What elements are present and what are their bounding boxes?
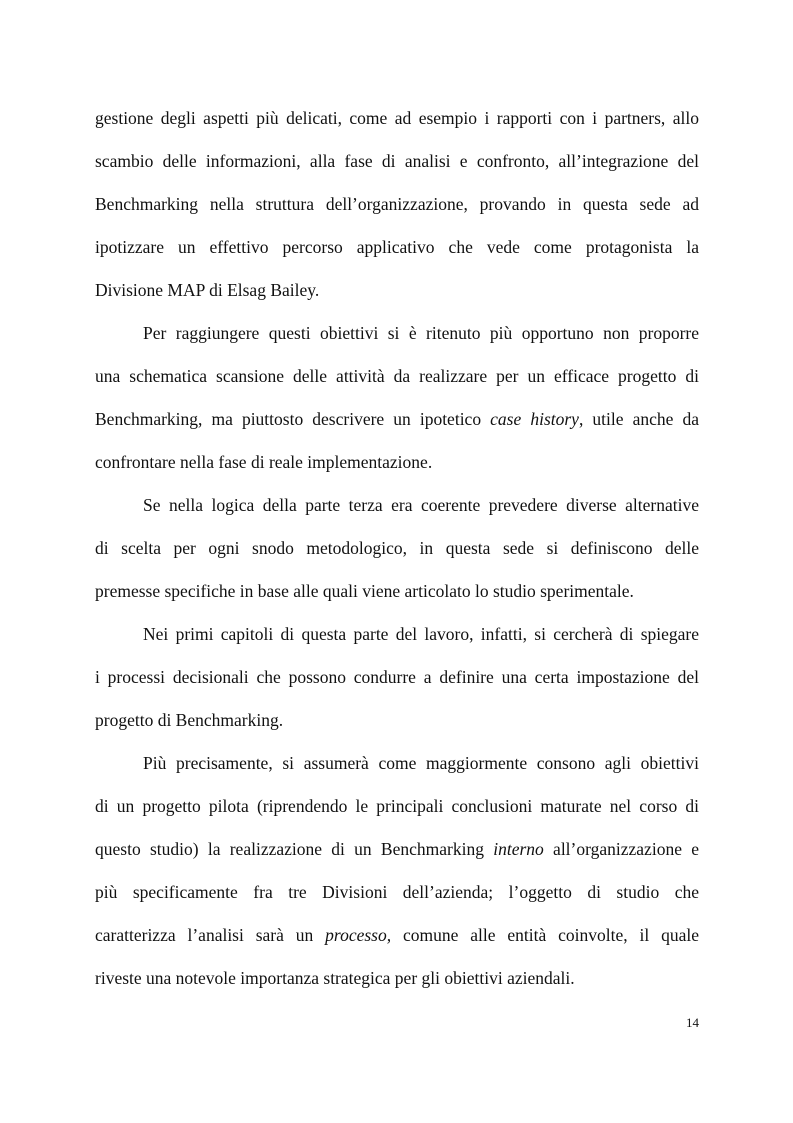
text-line: riveste una notevole importanza strategica per gli obiettivi aziendali. xyxy=(95,968,575,988)
text-line: Benchmarking nella struttura dell’organizzazione, provando in questa sede ad xyxy=(95,194,699,214)
text-line: ipotizzare un effettivo percorso applicativo che vede come protagonista la xyxy=(95,237,699,257)
italic-term: processo, xyxy=(325,925,392,945)
text-line: confrontare nella fase di reale implementazione. xyxy=(95,452,433,472)
text-line: di un progetto pilota (riprendendo le principali conclusioni maturate nel corso di xyxy=(95,796,699,816)
text-line: Più precisamente, si assumerà come maggiormente consono agli obiettivi xyxy=(143,753,699,773)
text-line: di scelta per ogni snodo metodologico, in questa sede si definiscono delle xyxy=(95,538,699,558)
text-line: scambio delle informazioni, alla fase di analisi e confronto, all’integrazione del xyxy=(95,151,699,171)
text-line: Nei primi capitoli di questa parte del lavoro, infatti, si cercherà di spiegare xyxy=(143,624,699,644)
text-line: gestione degli aspetti più delicati, come ad esempio i rapporti con i partners, allo xyxy=(95,108,699,128)
text-line: premesse specifiche in base alle quali viene articolato lo studio sperimentale. xyxy=(95,581,634,601)
italic-term: case history xyxy=(490,409,579,429)
text-line: Divisione MAP di Elsag Bailey. xyxy=(95,280,320,300)
text-line: progetto di Benchmarking. xyxy=(95,710,284,730)
text-line: questo studio) la realizzazione di un Benchmarking interno all’organizzazione e xyxy=(95,839,699,859)
italic-term: interno xyxy=(493,839,544,859)
text-line: Per raggiungere questi obiettivi si è ritenuto più opportuno non proporre xyxy=(143,323,699,343)
text-line: Se nella logica della parte terza era coerente prevedere diverse alternative xyxy=(143,495,699,515)
text-line: caratterizza l’analisi sarà un processo, comune alle entità coinvolte, il quale xyxy=(95,925,699,945)
text-line: più specificamente fra tre Divisioni dell’azienda; l’oggetto di studio che xyxy=(95,882,699,902)
text-line: una schematica scansione delle attività da realizzare per un efficace progetto di xyxy=(95,366,699,386)
text-line: Benchmarking, ma piuttosto descrivere un ipotetico case history, utile anche da xyxy=(95,409,699,429)
page-number: 14 xyxy=(686,1015,699,1030)
text-line: i processi decisionali che possono condurre a definire una certa impostazione del xyxy=(95,667,699,687)
